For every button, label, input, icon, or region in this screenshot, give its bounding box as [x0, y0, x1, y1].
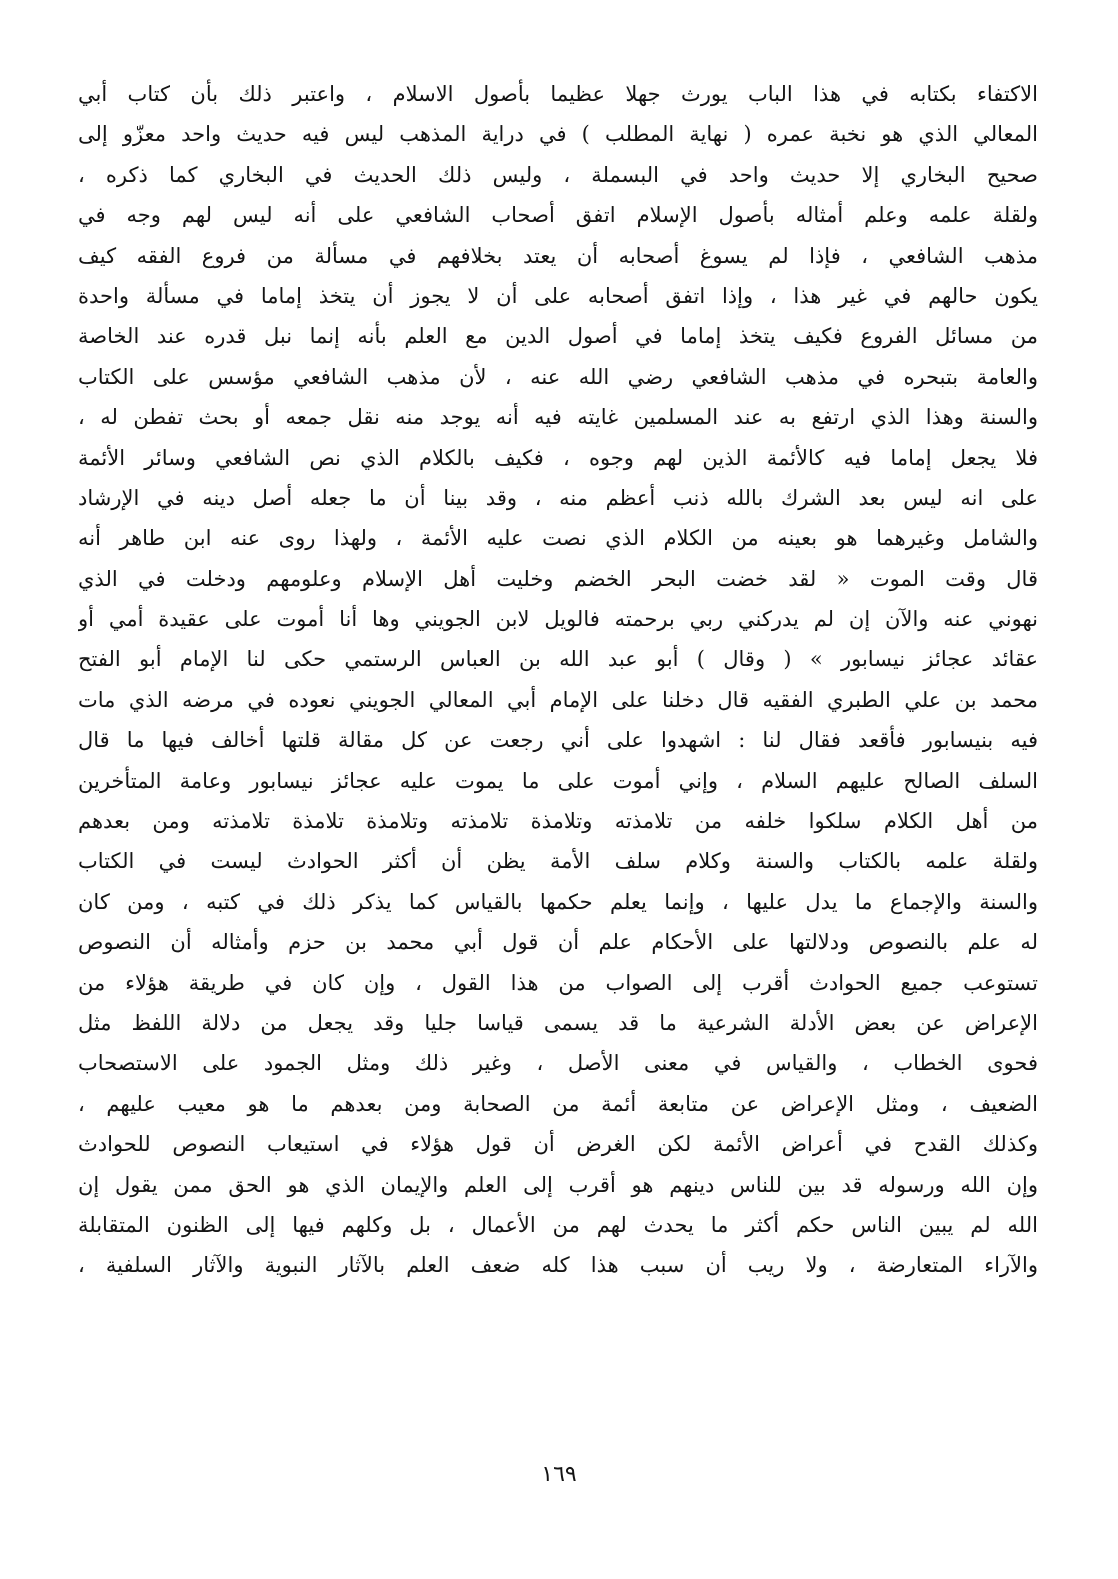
text-line: المعالي الذي هو نخبة عمره ( نهاية المطلب ) في دراية المذهب ليس فيه حديث واحد معزّو إلى	[78, 122, 1038, 147]
text-line: على انه ليس بعد الشرك بالله ذنب أعظم منه ، وقد بينا أن ما جعله أصل دينه في الإرشاد	[78, 485, 1038, 510]
text-line: تستوعب جميع الحوادث أقرب إلى الصواب من هذا القول ، وإن كان في طريقة هؤلاء من	[78, 970, 1038, 995]
text-line: له علم بالنصوص ودلالتها على الأحكام علم أن قول أبي محمد بن حزم وأمثاله أن النصوص	[78, 930, 1038, 955]
text-line: الله لم يبين الناس حكم أكثر ما يحدث لهم من الأعمال ، بل وكلهم فيها إلى الظنون المتقابلة	[78, 1212, 1038, 1237]
text-line: يكون حالهم في غير هذا ، وإذا اتفق أصحابه على أن لا يجوز أن يتخذ إماما في مسألة واحدة	[78, 283, 1038, 308]
text-line: الضعيف ، ومثل الإعراض عن متابعة أئمة من الصحابة ومن بعدهم ما هو معيب عليهم ،	[78, 1091, 1038, 1116]
text-line: فلا يجعل إماما فيه كالأئمة الذين لهم وجوه ، فكيف بالكلام الذي نص الشافعي وسائر الأئمة	[78, 445, 1038, 470]
text-line: فيه بنيسابور فأقعد فقال لنا : اشهدوا على أني رجعت عن كل مقالة قلتها أخالف فيها ما قال	[78, 728, 1038, 753]
text-line: والعامة بتبحره في مذهب الشافعي رضي الله عنه ، لأن مذهب الشافعي مؤسس على الكتاب	[78, 364, 1038, 389]
text-line: والشامل وغيرهما هو بعينه من الكلام الذي نصت عليه الأئمة ، ولهذا روى عنه ابن طاهر أنه	[78, 526, 1038, 551]
text-line: قال وقت الموت « لقد خضت البحر الخضم وخليت أهل الإسلام وعلومهم ودخلت في الذي	[78, 566, 1038, 591]
text-line: وإن الله ورسوله قد بين للناس دينهم هو أقرب إلى العلم والإيمان الذي هو الحق ممن يقول إن	[78, 1172, 1038, 1197]
text-line: صحيح البخاري إلا حديث واحد في البسملة ، وليس ذلك الحديث في البخاري كما ذكره ،	[78, 162, 1038, 187]
page-number: ١٦٩	[541, 1462, 577, 1487]
text-line: نهوني عنه والآن إن لم يدركني ربي برحمته فالويل لابن الجويني وها أنا أموت على عقيدة أمي أو	[78, 607, 1038, 632]
text-line: من مسائل الفروع فكيف يتخذ إماما في أصول الدين مع العلم بأنه إنما نبل قدره عند الخاصة	[78, 324, 1038, 349]
text-line: محمد بن علي الطبري الفقيه قال دخلنا على الإمام أبي المعالي الجويني نعوده في مرضه الذي مات	[78, 687, 1038, 712]
text-line: وكذلك القدح في أعراض الأئمة لكن الغرض أن قول هؤلاء في استيعاب النصوص للحوادث	[78, 1132, 1038, 1157]
text-line: والسنة والإجماع ما يدل عليها ، وإنما يعلم حكمها بالقياس كما يذكر ذلك في كتبه ، ومن كان	[78, 889, 1038, 914]
text-line: مذهب الشافعي ، فإذا لم يسوغ أصحابه أن يعتد بخلافهم في مسألة من فروع الفقه كيف	[78, 243, 1038, 268]
text-line: من أهل الكلام سلكوا خلفه من تلامذته وتلامذة تلامذته وتلامذة تلامذة تلامذته ومن بعدهم	[78, 809, 1038, 834]
text-line: ولقلة علمه وعلم أمثاله بأصول الإسلام اتفق أصحاب الشافعي على أنه ليس لهم وجه في	[78, 203, 1038, 228]
body-text	[78, 74, 1038, 1286]
text-line: عقائد عجائز نيسابور » ( وقال ) أبو عبد الله بن العباس الرستمي حكى لنا الإمام أبو الفتح	[78, 647, 1038, 672]
text-line: ولقلة علمه بالكتاب والسنة وكلام سلف الأمة يظن أن أكثر الحوادث ليست في الكتاب	[78, 849, 1038, 874]
text-line: الإعراض عن بعض الأدلة الشرعية ما قد يسمى قياسا جليا وقد يجعل من دلالة اللفظ مثل	[78, 1010, 1038, 1035]
text-line: والآراء المتعارضة ، ولا ريب أن سبب هذا كله ضعف العلم بالآثار النبوية والآثار السلفية ،	[78, 1253, 1038, 1278]
text-line: والسنة وهذا الذي ارتفع به عند المسلمين غايته فيه أنه يوجد منه نقل جمعه أو بحث تفطن له ،	[78, 405, 1038, 430]
text-line: فحوى الخطاب ، والقياس في معنى الأصل ، وغير ذلك ومثل الجمود على الاستصحاب	[78, 1051, 1038, 1076]
text-line: الاكتفاء بكتابه في هذا الباب يورث جهلا عظيما بأصول الاسلام ، واعتبر ذلك بأن كتاب أبي	[78, 82, 1038, 106]
text-line: السلف الصالح عليهم السلام ، وإني أموت على ما يموت عليه عجائز نيسابور وعامة المتأخرين	[78, 768, 1038, 793]
